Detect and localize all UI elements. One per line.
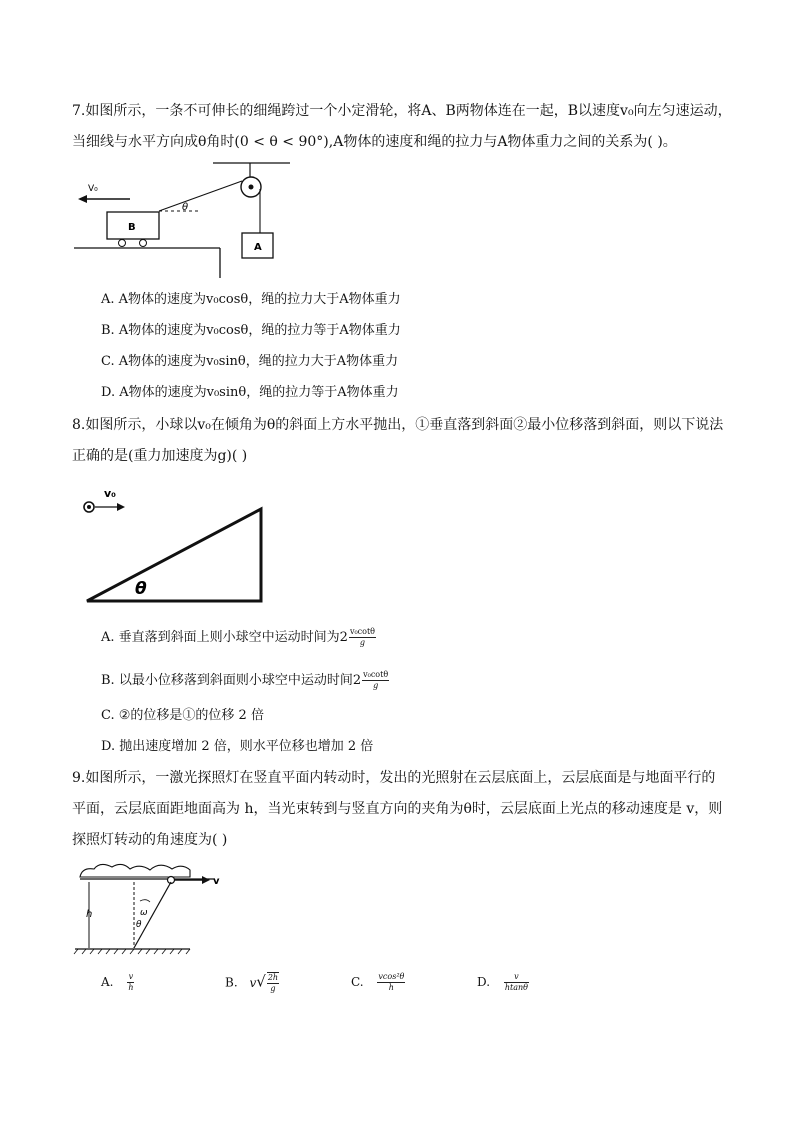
q8-option-c: C. ②的位移是①的位移 2 倍	[101, 708, 264, 723]
q9-answer-c: C. $\frac{\text{vcos²θ}}{h}$	[351, 972, 405, 992]
q9-stem-line3: 探照灯转动的角速度为( )	[72, 832, 228, 848]
q8-option-b-text: B. 以最小位移落到斜面则小球空中运动时间2	[101, 673, 362, 688]
q8-option-a-text: A. 垂直落到斜面上则小球空中运动时间为2	[101, 630, 348, 645]
q9-h-label: h	[86, 909, 93, 920]
q9-omega-label: ω	[140, 908, 148, 918]
q9-stem-line1: 9.如图所示，一激光探照灯在竖直平面内转动时，发出的光照射在云层底面上，云层底面是与地面平行的	[72, 770, 716, 786]
cloud-icon	[80, 864, 190, 877]
incline	[87, 509, 261, 601]
q8-option-b-fraction: $\frac{\text{v₀cotθ}}{g}$	[363, 670, 389, 690]
q7-option-d: D. A物体的速度为v₀sinθ，绳的拉力等于A物体重力	[101, 385, 399, 400]
q8-option-a	[101, 627, 377, 648]
q7-figure	[70, 155, 300, 280]
q8-option-a-fraction: $\frac{\text{v₀cotθ}}{g}$	[349, 627, 375, 647]
q9-velocity-label: v	[213, 876, 220, 887]
q7-velocity-label: V₀	[88, 184, 98, 194]
q9-theta-label: θ	[136, 920, 142, 930]
q9-stem-line2: 平面，云层底面距地面高为 h，当光束转到与竖直方向的夹角为θ时，云层底面上光点的移动速度是 v，则	[72, 801, 723, 817]
q9-figure	[70, 855, 240, 955]
q8-option-d: D. 抛出速度增加 2 倍，则水平位移也增加 2 倍	[101, 739, 374, 754]
q9-answer-b: B. v√ $\frac{2h}{g}$	[225, 972, 279, 993]
q9-answer-d: D. $\frac{v}{htan\theta}$	[477, 972, 528, 992]
q8-velocity-label: v₀	[104, 487, 116, 500]
q8-option-b	[101, 670, 390, 691]
q8-theta-label: θ	[135, 579, 147, 599]
q7-option-c: C. A物体的速度为v₀sinθ，绳的拉力大于A物体重力	[101, 354, 399, 369]
q8-figure	[80, 475, 270, 610]
q7-theta-label: θ	[182, 202, 189, 213]
q8-stem-line2: 正确的是(重力加速度为g)( )	[72, 448, 248, 464]
q7-option-a: A. A物体的速度为v₀cosθ，绳的拉力大于A物体重力	[101, 292, 401, 307]
q8-stem-line1: 8.如图所示，小球以v₀在倾角为θ的斜面上方水平抛出，①垂直落到斜面②最小位移落到斜面，则以下说法	[72, 417, 724, 433]
block-b-label: B	[128, 222, 136, 233]
block-a-label: A	[254, 242, 262, 253]
q7-option-b: B. A物体的速度为v₀cosθ，绳的拉力等于A物体重力	[101, 323, 401, 338]
q7-stem-line1: 7.如图所示，一条不可伸长的细绳跨过一个小定滑轮，将A、B两物体连在一起，B以速度v₀向左匀速运动，	[72, 103, 732, 119]
q9-answer-a: A. $\frac{v}{h}$	[101, 972, 134, 992]
q7-stem-line2: 当细线与水平方向成θ角时(0 < θ < 90°),A物体的速度和绳的拉力与A物体重力之间的关系为( )。	[72, 134, 677, 150]
